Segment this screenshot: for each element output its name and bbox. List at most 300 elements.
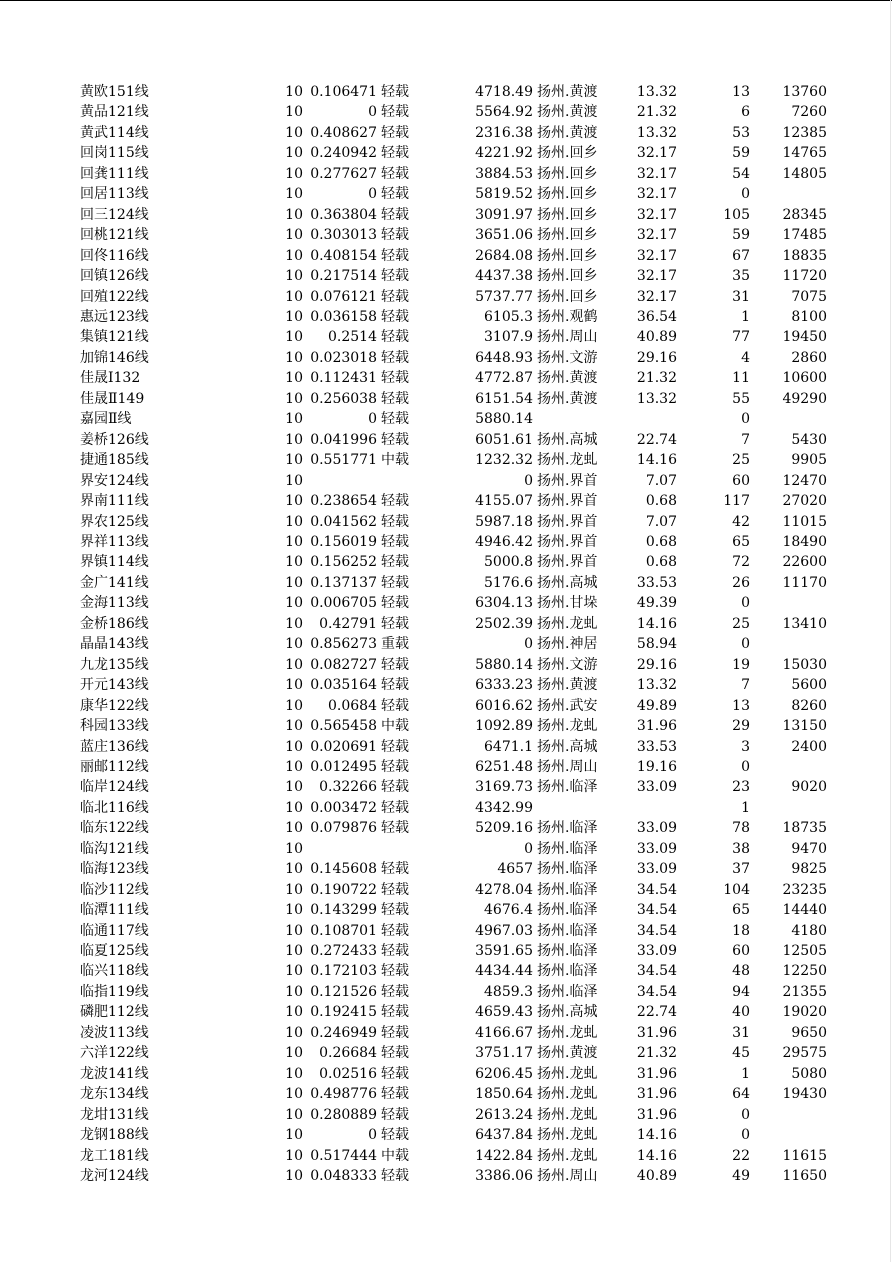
count-cell: 0 (741, 595, 750, 612)
line-name-cell: 金广141线 (80, 574, 149, 591)
line-name-cell: 佳晟Ⅱ149 (80, 390, 145, 407)
voltage-cell: 10 (285, 104, 303, 121)
count-cell: 77 (732, 329, 750, 346)
table-row (0, 552, 827, 572)
amount-cell: 2502.39 (475, 615, 533, 632)
load-status-cell (377, 471, 421, 491)
load-ratio-cell: 0.246949 (310, 1024, 377, 1041)
count-cell: 0 (741, 186, 750, 203)
line-name-cell: 六洋122线 (80, 1045, 149, 1062)
capacity-cell: 11170 (782, 574, 827, 591)
load-status-cell: 轻载 (381, 1045, 409, 1062)
line-name-cell: 界镇114线 (80, 554, 149, 571)
line-name-cell: 界南111线 (80, 493, 149, 510)
length-cell: 7.07 (645, 513, 677, 530)
capacity-cell (750, 798, 827, 818)
substation-cell: 扬州.临泽 (537, 922, 598, 939)
amount-cell: 5000.8 (484, 554, 533, 571)
substation-cell: 扬州.临泽 (537, 881, 598, 898)
line-name-cell: 姜桥126线 (80, 431, 149, 448)
load-ratio-cell: 0.012495 (310, 758, 377, 775)
length-cell: 33.53 (636, 574, 677, 591)
amount-cell: 4155.07 (475, 493, 533, 510)
length-cell: 33.09 (636, 861, 677, 878)
load-ratio-cell: 0.143299 (310, 902, 377, 919)
length-cell: 32.17 (636, 247, 677, 264)
substation-cell: 扬州.周山 (537, 1168, 598, 1185)
amount-cell: 4859.3 (484, 983, 533, 1000)
load-status-cell: 轻载 (381, 779, 409, 796)
table-row (0, 512, 827, 532)
count-cell: 1 (741, 1065, 750, 1082)
substation-cell: 扬州.回乡 (537, 165, 598, 182)
voltage-cell: 10 (285, 656, 303, 673)
count-cell: 49 (732, 1168, 750, 1185)
count-cell: 64 (732, 1086, 750, 1103)
line-name-cell: 加锦146线 (80, 349, 149, 366)
capacity-cell: 11015 (782, 513, 827, 530)
capacity-cell (750, 184, 827, 204)
load-ratio-cell: 0.0684 (328, 697, 377, 714)
substation-cell: 扬州.黄渡 (537, 677, 598, 694)
count-cell: 4 (741, 349, 750, 366)
load-ratio-cell: 0.303013 (310, 227, 377, 244)
length-cell: 13.32 (636, 84, 677, 100)
voltage-cell: 10 (285, 165, 303, 182)
voltage-cell: 10 (285, 186, 303, 203)
voltage-cell: 10 (285, 738, 303, 755)
count-cell: 0 (741, 1127, 750, 1144)
voltage-cell: 10 (285, 349, 303, 366)
table-row (0, 1064, 827, 1084)
substation-cell: 扬州.龙虬 (537, 1106, 598, 1123)
data-table (0, 82, 827, 1186)
table-row (0, 634, 827, 654)
amount-cell: 6448.93 (475, 349, 533, 366)
load-status-cell: 轻载 (381, 820, 409, 837)
voltage-cell: 10 (285, 902, 303, 919)
load-status-cell: 轻载 (381, 1086, 409, 1103)
count-cell: 7 (741, 677, 750, 694)
length-cell: 31.96 (636, 1106, 677, 1123)
capacity-cell: 11615 (782, 1147, 827, 1164)
substation-cell: 扬州.临泽 (537, 902, 598, 919)
line-name-cell: 龙工181线 (80, 1147, 149, 1164)
amount-cell: 6016.62 (475, 697, 533, 714)
count-cell: 38 (732, 840, 750, 857)
length-cell: 32.17 (636, 186, 677, 203)
count-cell: 60 (732, 943, 750, 960)
length-cell: 34.54 (636, 963, 677, 980)
amount-cell: 0 (524, 472, 533, 489)
length-cell: 49.89 (636, 697, 677, 714)
capacity-cell: 17485 (782, 227, 827, 244)
table-row (0, 266, 827, 286)
amount-cell: 4946.42 (475, 533, 533, 550)
amount-cell: 4659.43 (475, 1004, 533, 1021)
count-cell: 13 (732, 84, 750, 100)
line-name-cell: 科园133线 (80, 718, 149, 735)
voltage-cell: 10 (285, 677, 303, 694)
substation-cell: 扬州.龙虬 (537, 452, 598, 469)
voltage-cell: 10 (285, 124, 303, 141)
table-row (0, 961, 827, 981)
length-cell: 36.54 (636, 308, 677, 325)
capacity-cell: 19430 (782, 1086, 827, 1103)
count-cell: 3 (741, 738, 750, 755)
table-row (0, 859, 827, 879)
load-status-cell: 轻载 (381, 1004, 409, 1021)
line-name-cell: 晶晶143线 (80, 636, 149, 653)
load-status-cell: 轻载 (381, 145, 409, 162)
length-cell: 13.32 (636, 677, 677, 694)
length-cell: 31.96 (636, 1024, 677, 1041)
table-row (0, 471, 827, 491)
voltage-cell: 10 (285, 840, 303, 857)
load-status-cell: 轻载 (381, 411, 409, 428)
line-name-cell: 临北116线 (80, 799, 149, 816)
length-cell: 40.89 (636, 1168, 677, 1185)
amount-cell: 4718.49 (475, 84, 533, 100)
voltage-cell: 10 (285, 1065, 303, 1082)
line-name-cell: 回居113线 (80, 186, 149, 203)
count-cell: 59 (732, 227, 750, 244)
table-row (0, 798, 827, 818)
voltage-cell: 10 (285, 922, 303, 939)
count-cell: 67 (732, 247, 750, 264)
load-ratio-cell: 0.106471 (310, 84, 377, 100)
table-row (0, 409, 827, 429)
line-name-cell: 嘉园Ⅱ线 (80, 411, 132, 428)
table-row (0, 307, 827, 327)
table-row (0, 123, 827, 143)
substation-cell: 扬州.临泽 (537, 963, 598, 980)
table-row (0, 777, 827, 797)
amount-cell: 4342.99 (475, 799, 533, 816)
capacity-cell: 18490 (782, 533, 827, 550)
line-name-cell: 临夏125线 (80, 943, 149, 960)
table-row (0, 1125, 827, 1145)
length-cell: 0.68 (645, 554, 677, 571)
voltage-cell: 10 (285, 1086, 303, 1103)
line-name-cell: 九龙135线 (80, 656, 149, 673)
table-row (0, 839, 827, 859)
line-name-cell: 金桥186线 (80, 615, 149, 632)
substation-cell: 扬州.界首 (537, 533, 598, 550)
length-cell: 21.32 (636, 104, 677, 121)
capacity-cell (750, 757, 827, 777)
load-status-cell: 轻载 (381, 1168, 409, 1185)
load-ratio-cell: 0.006705 (310, 595, 377, 612)
amount-cell: 0 (524, 636, 533, 653)
amount-cell: 0 (524, 840, 533, 857)
amount-cell: 1232.32 (475, 452, 533, 469)
capacity-cell: 12250 (782, 963, 827, 980)
table-row (0, 450, 827, 470)
substation-cell: 扬州.界首 (537, 493, 598, 510)
line-name-cell: 回镇126线 (80, 268, 149, 285)
capacity-cell: 12470 (782, 472, 827, 489)
substation-cell: 扬州.文游 (537, 349, 598, 366)
load-ratio-cell: 0.172103 (310, 963, 377, 980)
capacity-cell: 19450 (782, 329, 827, 346)
table-row (0, 593, 827, 613)
voltage-cell: 10 (285, 452, 303, 469)
length-cell: 14.16 (636, 615, 677, 632)
count-cell: 117 (723, 493, 750, 510)
count-cell: 26 (732, 574, 750, 591)
line-name-cell: 康华122线 (80, 697, 149, 714)
amount-cell: 3751.17 (475, 1045, 533, 1062)
capacity-cell: 11650 (782, 1168, 827, 1185)
count-cell: 78 (732, 820, 750, 837)
count-cell: 0 (741, 758, 750, 775)
count-cell: 0 (741, 1106, 750, 1123)
length-cell: 34.54 (636, 881, 677, 898)
count-cell: 23 (732, 779, 750, 796)
load-ratio-cell: 0.108701 (310, 922, 377, 939)
count-cell: 25 (732, 452, 750, 469)
voltage-cell: 10 (285, 411, 303, 428)
capacity-cell (750, 593, 827, 613)
amount-cell: 1092.89 (475, 718, 533, 735)
amount-cell: 4967.03 (475, 922, 533, 939)
capacity-cell: 21355 (782, 983, 827, 1000)
capacity-cell: 14805 (782, 165, 827, 182)
voltage-cell: 10 (285, 1024, 303, 1041)
amount-cell: 4434.44 (475, 963, 533, 980)
line-name-cell: 惠远123线 (80, 308, 149, 325)
voltage-cell: 10 (285, 1127, 303, 1144)
line-name-cell: 磷肥112线 (80, 1004, 149, 1021)
load-status-cell: 中载 (381, 452, 409, 469)
load-status-cell: 轻载 (381, 227, 409, 244)
load-ratio-cell: 0.003472 (310, 799, 377, 816)
voltage-cell: 10 (285, 206, 303, 223)
load-ratio-cell: 0.565458 (310, 718, 377, 735)
load-ratio-cell: 0.32266 (319, 779, 377, 796)
voltage-cell: 10 (285, 1168, 303, 1185)
length-cell: 7.07 (645, 472, 677, 489)
line-name-cell: 临通117线 (80, 922, 149, 939)
count-cell: 6 (741, 104, 750, 121)
substation-cell: 扬州.回乡 (537, 145, 598, 162)
length-cell: 32.17 (636, 145, 677, 162)
table-row (0, 225, 827, 245)
amount-cell: 1422.84 (475, 1147, 533, 1164)
amount-cell: 1850.64 (475, 1086, 533, 1103)
load-ratio-cell: 0.26684 (319, 1045, 377, 1062)
amount-cell: 6333.23 (475, 677, 533, 694)
amount-cell: 4166.67 (475, 1024, 533, 1041)
line-name-cell: 回殖122线 (80, 288, 149, 305)
line-name-cell: 临沙112线 (80, 881, 149, 898)
count-cell: 60 (732, 472, 750, 489)
count-cell: 65 (732, 533, 750, 550)
load-ratio-cell: 0.023018 (310, 349, 377, 366)
substation-cell: 扬州.回乡 (537, 227, 598, 244)
voltage-cell: 10 (285, 615, 303, 632)
length-cell: 32.17 (636, 288, 677, 305)
table-row (0, 675, 827, 695)
capacity-cell: 28345 (782, 206, 827, 223)
load-ratio-cell: 0.020691 (310, 738, 377, 755)
amount-cell: 5209.16 (475, 820, 533, 837)
line-name-cell: 回岗115线 (80, 145, 149, 162)
length-cell: 34.54 (636, 983, 677, 1000)
voltage-cell: 10 (285, 574, 303, 591)
table-row (0, 1105, 827, 1125)
amount-cell: 5564.92 (475, 104, 533, 121)
table-row (0, 327, 827, 347)
table-row (0, 757, 827, 777)
amount-cell: 4772.87 (475, 370, 533, 387)
amount-cell: 5176.6 (484, 574, 533, 591)
substation-cell: 扬州.龙虬 (537, 718, 598, 735)
substation-cell: 扬州.龙虬 (537, 1024, 598, 1041)
load-ratio-cell: 0.156252 (310, 554, 377, 571)
load-status-cell: 轻载 (381, 533, 409, 550)
count-cell: 11 (732, 370, 750, 387)
line-name-cell: 界祥113线 (80, 533, 149, 550)
substation-cell: 扬州.回乡 (537, 186, 598, 203)
length-cell: 0.68 (645, 493, 677, 510)
top-border-line (0, 0, 892, 1)
capacity-cell (750, 409, 827, 429)
count-cell: 0 (741, 411, 750, 428)
length-cell: 14.16 (636, 452, 677, 469)
voltage-cell: 10 (285, 820, 303, 837)
load-ratio-cell: 0.041996 (310, 431, 377, 448)
line-name-cell: 黄武114线 (80, 124, 149, 141)
voltage-cell: 10 (285, 758, 303, 775)
table-row (0, 368, 827, 388)
load-status-cell: 轻载 (381, 247, 409, 264)
load-status-cell: 轻载 (381, 799, 409, 816)
capacity-cell: 13760 (782, 84, 827, 100)
amount-cell: 2684.08 (475, 247, 533, 264)
count-cell: 31 (732, 288, 750, 305)
load-ratio-cell: 0.156019 (310, 533, 377, 550)
table-row (0, 1002, 827, 1022)
amount-cell: 3091.97 (475, 206, 533, 223)
load-ratio-cell: 0 (368, 411, 377, 428)
load-ratio-cell: 0.036158 (310, 308, 377, 325)
voltage-cell: 10 (285, 431, 303, 448)
capacity-cell: 19020 (782, 1004, 827, 1021)
count-cell: 29 (732, 718, 750, 735)
capacity-cell (750, 1125, 827, 1145)
amount-cell: 2613.24 (475, 1106, 533, 1123)
substation-cell: 扬州.龙虬 (537, 615, 598, 632)
capacity-cell: 12505 (782, 943, 827, 960)
load-status-cell: 轻载 (381, 902, 409, 919)
count-cell: 7 (741, 431, 750, 448)
capacity-cell: 27020 (782, 493, 827, 510)
load-ratio-cell: 0.408627 (310, 124, 377, 141)
line-name-cell: 回桃121线 (80, 227, 149, 244)
amount-cell: 3107.9 (484, 329, 533, 346)
load-status-cell: 轻载 (381, 493, 409, 510)
table-row (0, 880, 827, 900)
line-name-cell: 龙河124线 (80, 1168, 149, 1185)
substation-cell: 扬州.龙虬 (537, 1127, 598, 1144)
load-status-cell: 轻载 (381, 349, 409, 366)
load-ratio-cell: 0.035164 (310, 677, 377, 694)
amount-cell: 3651.06 (475, 227, 533, 244)
voltage-cell: 10 (285, 1106, 303, 1123)
voltage-cell: 10 (285, 1147, 303, 1164)
substation-cell: 扬州.神居 (537, 636, 598, 653)
load-status-cell: 轻载 (381, 329, 409, 346)
substation-cell (533, 409, 609, 429)
substation-cell: 扬州.临泽 (537, 840, 598, 857)
voltage-cell: 10 (285, 1045, 303, 1062)
line-name-cell: 龙东134线 (80, 1086, 149, 1103)
substation-cell: 扬州.周山 (537, 758, 598, 775)
amount-cell: 6105.3 (484, 308, 533, 325)
length-cell: 31.96 (636, 718, 677, 735)
load-ratio-cell: 0.137137 (310, 574, 377, 591)
count-cell: 1 (741, 799, 750, 816)
table-row (0, 491, 827, 511)
length-cell: 34.54 (636, 902, 677, 919)
voltage-cell: 10 (285, 718, 303, 735)
capacity-cell: 9470 (791, 840, 827, 857)
length-cell (609, 409, 677, 429)
substation-cell: 扬州.龙虬 (537, 1065, 598, 1082)
load-status-cell: 轻载 (381, 697, 409, 714)
capacity-cell: 22600 (782, 554, 827, 571)
load-ratio-cell (303, 839, 377, 859)
capacity-cell: 13150 (782, 718, 827, 735)
load-status-cell: 轻载 (381, 983, 409, 1000)
length-cell: 13.32 (636, 390, 677, 407)
amount-cell: 5880.14 (475, 411, 533, 428)
count-cell: 54 (732, 165, 750, 182)
load-status-cell: 轻载 (381, 656, 409, 673)
count-cell: 31 (732, 1024, 750, 1041)
voltage-cell: 10 (285, 390, 303, 407)
capacity-cell: 12385 (782, 124, 827, 141)
capacity-cell: 49290 (782, 390, 827, 407)
count-cell: 37 (732, 861, 750, 878)
load-ratio-cell: 0.192415 (310, 1004, 377, 1021)
table-row (0, 164, 827, 184)
capacity-cell: 4180 (791, 922, 827, 939)
load-ratio-cell: 0.856273 (310, 636, 377, 653)
line-name-cell: 蓝庄136线 (80, 738, 149, 755)
line-name-cell: 临海123线 (80, 861, 149, 878)
count-cell: 35 (732, 268, 750, 285)
length-cell: 32.17 (636, 268, 677, 285)
count-cell: 18 (732, 922, 750, 939)
substation-cell: 扬州.观鹤 (537, 308, 598, 325)
substation-cell: 扬州.周山 (537, 329, 598, 346)
substation-cell: 扬州.高城 (537, 1004, 598, 1021)
voltage-cell: 10 (285, 227, 303, 244)
line-name-cell: 临潭111线 (80, 902, 149, 919)
line-name-cell: 丽邮112线 (80, 758, 149, 775)
voltage-cell: 10 (285, 943, 303, 960)
substation-cell: 扬州.回乡 (537, 206, 598, 223)
length-cell: 31.96 (636, 1086, 677, 1103)
voltage-cell: 10 (285, 799, 303, 816)
length-cell: 29.16 (636, 656, 677, 673)
length-cell: 34.54 (636, 922, 677, 939)
table-row (0, 287, 827, 307)
capacity-cell: 9905 (791, 452, 827, 469)
